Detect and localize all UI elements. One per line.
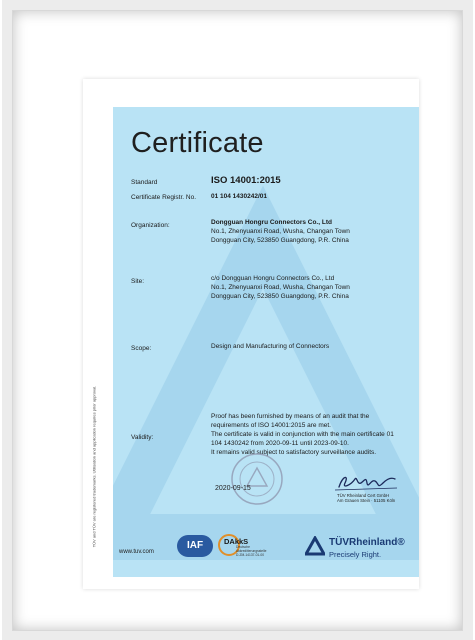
tuv-triangle-logo-icon: [305, 536, 325, 556]
organization-block: [211, 218, 350, 245]
scope-value: Design and Manufacturing of Connectors: [211, 343, 330, 350]
dakks-name: DAkkS: [224, 537, 249, 546]
validity-line4: 104 1430242 from 2020-09-11 until 2023-09-10.: [211, 440, 349, 447]
issue-date: 2020-09-15: [215, 485, 251, 492]
standard-value: ISO 14001:2015: [211, 175, 281, 186]
dakks-line1: Deutsche: [236, 545, 250, 549]
certificate-frame: [12, 10, 463, 631]
scope-label: Scope:: [131, 345, 152, 352]
trademark-note-text: TÜV and TÜV are registered trademarks. Utilisation and application requires prior approval.: [91, 385, 97, 548]
validity-label: Validity:: [131, 434, 154, 441]
trademark-side-note: [89, 344, 99, 584]
validity-line1: Proof has been furnished by means of an audit that the: [211, 413, 370, 420]
issuer-name: TÜV Rheinland Cert GmbH: [337, 493, 390, 498]
standard-label: Standard: [131, 179, 158, 186]
registration-label: Certificate Registr. No.: [131, 194, 197, 201]
organization-name: Dongguan Hongru Connectors Co., Ltd: [211, 219, 332, 226]
site-name: [211, 274, 350, 283]
organization-address-line2: Dongguan City, 523850 Guangdong, P.R. China: [211, 237, 349, 244]
official-seal-icon: [229, 451, 285, 507]
issuer-block: [337, 493, 409, 503]
tuv-brand-name: TÜVRheinland®: [329, 537, 405, 548]
tuv-tagline: Precisely Right.: [329, 550, 382, 559]
organization-label: Organization:: [131, 222, 170, 229]
certificate-title: Certificate: [131, 127, 264, 159]
site-address-line2: Dongguan City, 523850 Guangdong, P.R. China: [211, 293, 349, 300]
site-block: [211, 274, 350, 301]
site-label: Site:: [131, 278, 145, 285]
dakks-line2: Akkreditierungsstelle: [236, 548, 267, 553]
validity-line5: It remains valid subject to satisfactory surveillance audits.: [211, 449, 377, 456]
iaf-logo: IAF: [177, 535, 213, 557]
tuv-website-link[interactable]: www.tuv.com: [119, 549, 154, 555]
validity-line2: requirements of ISO 14001:2015 are met.: [211, 422, 331, 429]
organization-address-line1: No.1, Zhenyuanxi Road, Wusha, Changan Town: [211, 228, 350, 235]
validity-line3: The certificate is valid in conjunction with the main certificate 01: [211, 431, 394, 438]
dakks-line3: D-ZM-14137-01-00: [236, 552, 265, 557]
dakks-subtitle: [236, 546, 266, 557]
registration-value: 01 104 1430242/01: [211, 193, 268, 200]
issuer-address: Am Grauen Stein · 51105 Köln: [337, 498, 396, 503]
site-address-line1: No.1, Zhenyuanxi Road, Wusha, Changan Town: [211, 284, 350, 291]
certificate-paper: [83, 79, 419, 589]
handwritten-signature-icon: [333, 471, 403, 495]
site-name-text: c/o Dongguan Hongru Connectors Co., Ltd: [211, 275, 335, 282]
dakks-logo: [218, 534, 270, 560]
